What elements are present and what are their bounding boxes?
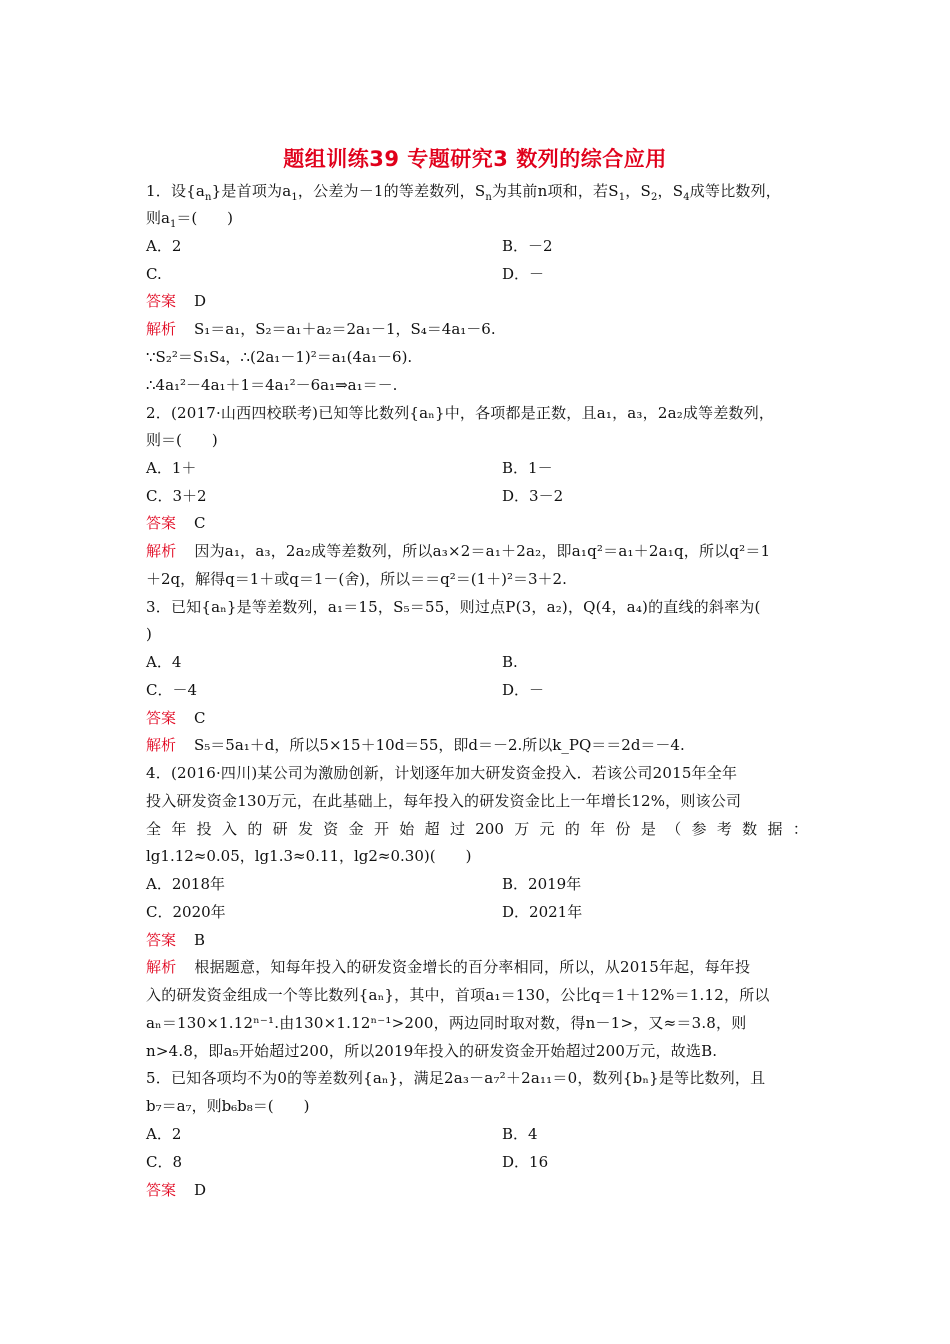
answer-label: 答案 bbox=[146, 709, 177, 727]
analysis-label: 解析 bbox=[146, 542, 177, 560]
q4-stem-line2: 投入研发资金130万元，在此基础上，每年投入的研发资金比上一年增长12%，则该公司 bbox=[146, 792, 742, 810]
q2-option-a: A．1＋ bbox=[146, 459, 197, 477]
q3-answer: 答案 C bbox=[146, 709, 206, 727]
q4-stem-line4: lg1.12≈0.05，lg1.3≈0.11，lg2≈0.30)( ) bbox=[146, 847, 472, 865]
q4-option-d: D．2021年 bbox=[502, 903, 583, 921]
q1-answer: 答案 D bbox=[146, 292, 207, 310]
q1-analysis-line3: ∴4a₁²－4a₁＋1＝4a₁²－6a₁⇒a₁＝－. bbox=[146, 376, 398, 394]
q1-stem-line2: 则$a_1=$( ) bbox=[146, 209, 234, 230]
q3-option-a: A．4 bbox=[146, 653, 182, 671]
q1-stem-line1: 1．设$\{a_n\}$是首项为$a_1$，公差为－1的等差数列，$S_n$为其前n项和，若$S_1$，$S_2$，$S_4$成等比数列， bbox=[146, 182, 781, 203]
page-title: 题组训练39 专题研究3 数列的综合应用 bbox=[283, 147, 667, 171]
q1-option-d: D．－ bbox=[502, 265, 545, 283]
q5-option-b: B．4 bbox=[502, 1125, 538, 1143]
answer-label: 答案 bbox=[146, 1181, 177, 1199]
q2-stem-line1: 2．(2017·山西四校联考)已知等比数列{aₙ}中，各项都是正数，且a₁，a₃，2a₂成等差数列， bbox=[146, 404, 775, 422]
q2-stem-line2: 则＝( ) bbox=[146, 431, 218, 449]
q5-stem-line2: b₇＝a₇，则b₆b₈＝( ) bbox=[146, 1097, 310, 1115]
q1-option-c: C. bbox=[146, 265, 162, 283]
q4-stem-line3: 全 年 投 入 的 研 发 资 金 开 始 超 过 200 万 元 的 年 份 是 （ 参 考 数 据 ： bbox=[146, 820, 808, 838]
q2-analysis-line1: 解析 因为a₁，a₃，2a₂成等差数列，所以a₃×2＝a₁＋2a₂，即a₁q²＝a₁＋2a₁q，所以q²＝1 bbox=[146, 542, 771, 560]
q1-analysis-line1: 解析 S₁＝a₁，S₂＝a₁＋a₂＝2a₁－1，S₄＝4a₁－6. bbox=[146, 320, 496, 338]
q4-stem-line1: 4．(2016·四川)某公司为激励创新，计划逐年加大研发资金投入．若该公司2015年全年 bbox=[146, 764, 738, 782]
q4-option-a: A．2018年 bbox=[146, 875, 226, 893]
answer-label: 答案 bbox=[146, 514, 177, 532]
q3-option-d: D．－ bbox=[502, 681, 545, 699]
q5-answer: 答案 D bbox=[146, 1181, 207, 1199]
q4-answer: 答案 B bbox=[146, 931, 206, 949]
answer-label: 答案 bbox=[146, 292, 177, 310]
q5-stem-line1: 5．已知各项均不为0的等差数列{aₙ}，满足2a₃－a₇²＋2a₁₁＝0，数列{bₙ}是等比数列，且 bbox=[146, 1069, 766, 1087]
q3-option-b: B. bbox=[502, 653, 518, 671]
q4-analysis-line3: aₙ＝130×1.12ⁿ⁻¹.由130×1.12ⁿ⁻¹>200，两边同时取对数，得n－1>，又≈＝3.8，则 bbox=[146, 1014, 747, 1032]
q3-stem-line1: 3．已知{aₙ}是等差数列，a₁＝15，S₅＝55，则过点P(3，a₂)，Q(4，a₄)的直线的斜率为( bbox=[146, 598, 761, 616]
q5-option-d: D．16 bbox=[502, 1153, 549, 1171]
q2-analysis-line2: ＋2q，解得q＝1＋或q＝1－(舍)，所以＝＝q²＝(1＋)²＝3＋2. bbox=[146, 570, 567, 588]
q4-option-c: C．2020年 bbox=[146, 903, 226, 921]
q4-analysis-line2: 入的研发资金组成一个等比数列{aₙ}，其中，首项a₁＝130，公比q＝1＋12%＝1.12，所以 bbox=[146, 986, 770, 1004]
analysis-label: 解析 bbox=[146, 320, 177, 338]
analysis-label: 解析 bbox=[146, 958, 177, 976]
q3-option-c: C．－4 bbox=[146, 681, 198, 699]
q5-option-a: A．2 bbox=[146, 1125, 182, 1143]
q2-option-b: B．1－ bbox=[502, 459, 553, 477]
q4-analysis-line1: 解析 根据题意，知每年投入的研发资金增长的百分率相同，所以，从2015年起，每年投 bbox=[146, 958, 751, 976]
q3-stem-line2: ) bbox=[146, 625, 152, 643]
answer-label: 答案 bbox=[146, 931, 177, 949]
q1-option-b: B．－2 bbox=[502, 237, 553, 255]
q2-option-d: D．3－2 bbox=[502, 487, 564, 505]
q2-answer: 答案 C bbox=[146, 514, 206, 532]
analysis-label: 解析 bbox=[146, 736, 177, 754]
q4-option-b: B．2019年 bbox=[502, 875, 582, 893]
q3-analysis-line1: 解析 S₅＝5a₁＋d，所以5×15＋10d＝55，即d＝－2.所以k_PQ＝＝2d＝－4. bbox=[146, 736, 685, 754]
q1-analysis-line2: ∵S₂²＝S₁S₄，∴(2a₁－1)²＝a₁(4a₁－6). bbox=[146, 348, 413, 366]
q5-option-c: C．8 bbox=[146, 1153, 183, 1171]
q1-option-a: A．2 bbox=[146, 237, 182, 255]
q4-analysis-line4: n>4.8，即a₅开始超过200，所以2019年投入的研发资金开始超过200万元，故选B. bbox=[146, 1042, 718, 1060]
q2-option-c: C．3＋2 bbox=[146, 487, 207, 505]
